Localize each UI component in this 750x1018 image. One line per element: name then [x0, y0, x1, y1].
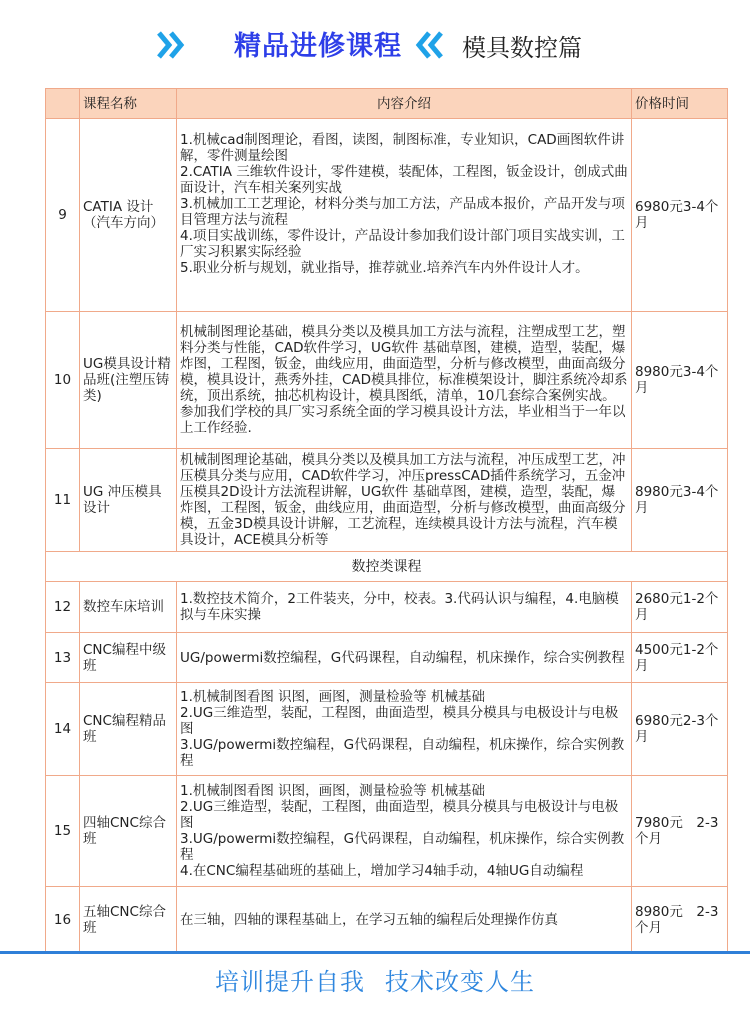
course-name: 四轴CNC综合班	[80, 776, 177, 887]
course-price: 4500元1-2个月	[632, 633, 728, 683]
course-content: UG/powermi数控编程，G代码课程，自动编程，机床操作，综合实例教程	[177, 633, 632, 683]
course-price: 2680元1-2个月	[632, 582, 728, 633]
table-row	[46, 119, 728, 312]
column-header-course-name: 课程名称	[80, 89, 177, 119]
course-content	[177, 776, 632, 887]
course-content: 在三轴，四轴的课程基础上，在学习五轴的编程后处理操作仿真	[177, 887, 632, 954]
double-chevron-left-icon	[414, 30, 444, 60]
slogan-left: 培训提升自我	[215, 968, 365, 996]
row-number: 16	[46, 887, 80, 954]
slogan-right: 技术改变人生	[385, 968, 535, 996]
course-price: 8980元3-4个月	[632, 312, 728, 449]
row-number: 11	[46, 449, 80, 552]
course-content: 1.数控技术简介，2工件装夹，分中，校表。3.代码认识与编程，4.电脑模拟与车床实操	[177, 582, 632, 633]
page-header	[0, 0, 750, 88]
course-content: 机械制图理论基础，模具分类以及模具加工方法与流程，注塑成型工艺，塑料分类与性能，CAD软件学习，UG软件 基础草图，建模，造型，装配，爆炸图，工程图，钣金，曲线应用，曲面造型，分析与修改模型，曲面高级分模，模具设计，燕秀外挂，CAD模具排位，标准模架设计，脚注系统冷却系统，顶出系统，抽芯机构设计，模具图纸，清单，10几套综合案例实战。参加我们学校的具厂实习系统全面的学习模具设计方法，毕业相当于一年以上工作经验.	[177, 312, 632, 449]
course-name: CATIA 设计（汽车方向）	[80, 119, 177, 312]
table-row	[46, 776, 728, 887]
row-number: 15	[46, 776, 80, 887]
course-name: CNC编程中级班	[80, 633, 177, 683]
row-number: 9	[46, 119, 80, 312]
course-name: 五轴CNC综合班	[80, 887, 177, 954]
table-row	[46, 633, 728, 683]
table-row	[46, 312, 728, 449]
row-number: 14	[46, 683, 80, 776]
double-chevron-right-icon	[156, 30, 186, 60]
row-number: 12	[46, 582, 80, 633]
course-price: 6980元3-4个月	[632, 119, 728, 312]
course-content-text: 1.机械制图看图 识图，画图，测量检验等 机械基础 2.UG三维造型，装配，工程图，曲面造型，模具分模具与电极设计与电极图 3.UG/powermi数控编程，G代码课程，自动编程，机床操作，综合实例教程	[180, 689, 625, 769]
footer-slogan	[0, 962, 750, 997]
section-row	[46, 552, 728, 582]
row-number: 10	[46, 312, 80, 449]
table-header-row	[46, 89, 728, 119]
page-subtitle: 模具数控篇	[462, 34, 582, 62]
course-name: UG模具设计精品班(注塑压铸类)	[80, 312, 177, 449]
course-content	[177, 119, 632, 312]
course-price: 8980元3-4个月	[632, 449, 728, 552]
table-row	[46, 683, 728, 776]
column-header-price: 价格时间	[632, 89, 728, 119]
table-row	[46, 449, 728, 552]
course-price: 8980元 2-3个月	[632, 887, 728, 954]
course-name: CNC编程精品班	[80, 683, 177, 776]
course-content-text: 1.机械cad制图理论，看图，读图，制图标准，专业知识，CAD画图软件讲解，零件测量绘图 2.CATIA 三维软件设计，零件建模，装配体，工程图，钣金设计，创成式曲面设计，汽车相关案列实战 3.机械加工工艺理论，材料分类与加工方法，产品成本报价，产品开发与项目管理方法与流程 4.项目实战训练，零件设计，产品设计参加我们设计部门项目实战实训，工厂实习积累实际经验 5.职业分析与规划，就业指导，推荐就业.培养汽车内外件设计人才。	[180, 132, 628, 276]
section-title: 数控类课程	[46, 552, 728, 582]
table-row	[46, 582, 728, 633]
course-content	[177, 683, 632, 776]
page-title: 精品进修课程	[234, 31, 402, 62]
row-number: 13	[46, 633, 80, 683]
course-table	[45, 88, 728, 954]
course-price: 6980元2-3个月	[632, 683, 728, 776]
footer-divider	[0, 951, 750, 954]
course-name: UG 冲压模具设计	[80, 449, 177, 552]
course-content: 机械制图理论基础，模具分类以及模具加工方法与流程，冲压成型工艺，冲压模具分类与应用，CAD软件学习，冲压pressCAD插件系统学习，五金冲压模具2D设计方法流程讲解，UG软件 基础草图，建模，造型，装配，爆炸图，工程图，钣金，曲线应用，曲面造型，分析与修改模型，曲面高级分模，五金3D模具设计讲解，工艺流程，连续模具设计方法与流程，汽车模具设计，ACE模具分析等	[177, 449, 632, 552]
course-name: 数控车床培训	[80, 582, 177, 633]
course-content-text: 1.机械制图看图 识图，画图，测量检验等 机械基础 2.UG三维造型，装配，工程图，曲面造型，模具分模具与电极设计与电极图 3.UG/powermi数控编程，G代码课程，自动编程，机床操作，综合实例教程 4.在CNC编程基础班的基础上，增加学习4轴手动，4轴UG自动编程	[180, 783, 625, 879]
column-header-content: 内容介绍	[177, 89, 632, 119]
course-price: 7980元 2-3个月	[632, 776, 728, 887]
table-row	[46, 887, 728, 954]
column-header-number	[46, 89, 80, 119]
